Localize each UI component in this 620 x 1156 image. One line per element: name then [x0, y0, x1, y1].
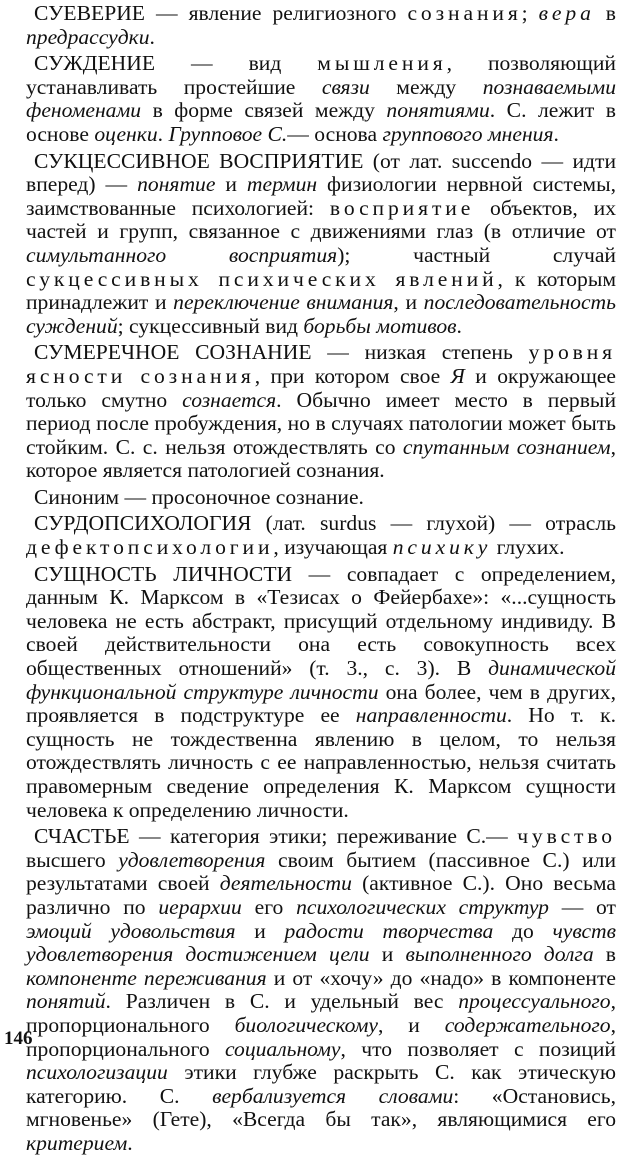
page-number: 146 [4, 1028, 33, 1049]
entry-sumerechnoe-soznanie: СУМЕРЕЧНОЕ СОЗНАНИЕ — низкая степень уровня ясности сознания, при котором свое Я и окружающее только смутно сознается. Обычно имеет место в первый период после пробуждения, но в случаях патологии может быть стойким. С. с. нельзя отождествлять со спутанным сознанием, которое является патологией сознания. [26, 340, 616, 483]
entry-schaste: СЧАСТЬЕ — категория этики; переживание С.— чувство высшего удовлетворения своим бытием (пассивное С.) или результатами своей деятельности (активное С.). Оно весьма различно по иерархии его психологических структур — от эмоций удовольствия и радости творчества до чувств удовлетворения достижением цели и выполненного долга в компоненте переживания и от «хочу» до «надо» в компоненте понятий. Различен в С. и удельный вес процессуального, пропорционального биологическому, и содержательного, пропорционального социальному, что позволяет с позиций психологизации этики глубже раскрыть С. как этическую категорию. С. вербализуется словами: «Остановись, мгновенье» (Гете), «Всегда бы так», являющимися его критерием. [26, 824, 617, 1155]
entry-sukcessivnoe-vospriyatie: СУКЦЕССИВНОЕ ВОСПРИЯТИЕ (от лат. succendo — идти вперед) — понятие и термин физиологии нервной системы, заимствованные психологией: восприятие объектов, их частей и групп, связанное с движениями глаз (в отличие от симультанного восприятия); частный случай сукцессивных психических явлений, к которым принадлежит и переключение внимания, и последовательность суждений; сукцессивный вид борьбы мотивов. [26, 148, 617, 338]
entry-sinonim: Синоним — просоночное сознание. [34, 484, 364, 509]
entry-sushchnost-lichnosti: СУЩНОСТЬ ЛИЧНОСТИ — совпадает с определением, данным К. Марксом в «Тезисах о Фейербахе»: «...сущность человека не есть абстракт, присущий отдельному индивиду. В своей действительности она есть совокупность всех общественных отношений» (т. 3., с. 3). В динамической функциональной структуре личности она более, чем в других, проявляется в подструктуре ее направленности. Но т. к. сущность не тождественна явлению в целом, то нельзя отождествлять личность с ее направленностью, нельзя считать правомерным сведение определения К. Марксом сущности человека к определению личности. [26, 561, 616, 822]
entry-sueverie: СУЕВЕРИЕ — явление религиозного сознания; вера в предрассудки. [26, 1, 616, 49]
entry-suzhdenie: СУЖДЕНИЕ — вид мышления, позволяющий устанавливать простейшие связи между познаваемыми феноменами в форме связей между понятиями. С. лежит в основе оценки. Групповое С.— основа группового мнения. [26, 51, 617, 146]
entry-surdopsihologiya: СУРДОПСИХОЛОГИЯ (лат. surdus — глухой) — отрасль дефектопсихологии, изучающая психику глухих. [26, 511, 616, 560]
dictionary-page [26, 2, 616, 1156]
